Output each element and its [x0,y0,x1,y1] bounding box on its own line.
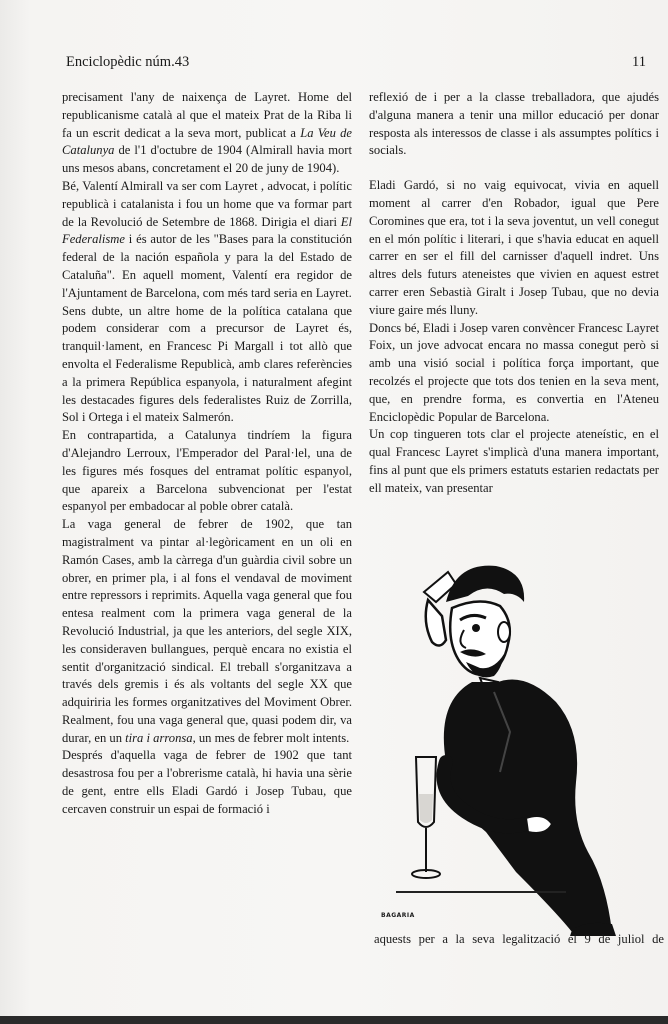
paragraph: Bé, Valentí Almirall va ser com Layret , advocat, i polític republicà i catalanista i fou un home que va formar part de la Revolució de Setembre de 1868. Dirigia el diari El Federalisme i és autor de les "Bases para la constitución federal de la nación española y para la del Estado de Cataluña". En aquell moment, Valentí era regidor de l'Ajuntament de Barcelona, com més tard seria en Layret. [62,178,352,300]
paragraph: reflexió de i per a la classe treballadora, que ajudés d'alguna manera a tenir una millor educació per donar resposta als interessos de classe i als assumptes polítics i socials. [369,90,659,158]
scan-edge [0,1016,668,1024]
page-header [66,54,646,76]
continuation-line: aquests per a la seva legalització el 9 de juliol de [374,932,664,946]
paragraph: En contrapartida, a Catalunya tindríem la figura d'Alejandro Lerroux, l'Emperador del Paral·lel, una de les figures més fosques del entramat polític espanyol, que apareix a Barcelona subvencionat per l'estat espanyol per embadocar al poble obrer català. [62,428,352,514]
paragraph: La vaga general de febrer de 1902, que tan magistralment va pintar al·legòricament en un oli en Ramón Cases, amb la càrrega d'un guàrdia civil sobre un obrer, en primer pla, i al fons el vendaval de moviment entre repressors i reprimits. Aquella vaga general que fou entesa realment com la primera vaga general de la Revolució Industrial, ja que les anteriors, del segle XIX, les consideraven bullangues, perquè encara no existia el sentit d'organització sindical. El treball s'organitzava a través dels gremis i és als voltants del segle XX que adquiriria les formes organitzatives del Moviment Obrer. Realment, fou una vaga general que, quasi podem dir, va durar, en un tira i arronsa, un mes de febrer molt intents. [62,517,352,745]
paragraph: Eladi Gardó, si no vaig equivocat, vivia en aquell moment al carrer d'en Robador, igual que Pere Coromines que era, tot i la seva joventut, un vell conegut en el món polític i literari, i que s'havia educat en aquell carrer en ser el fill del carnisser d'aquell indret. Uns altres dels futurs ateneistes que vivien en aquest estret carrer eren Sebastià Giralt i Josep Tubau, que no devia viure gaire més lluny. [369,178,659,317]
publication-title: Enciclopèdic núm.43 [66,54,190,70]
paragraph: Sens dubte, un altre home de la política catalana que podem considerar com a precursor de Layret és, tranquil·lament, en Francesc Pi Margall i tot allò que envolta el Federalisme Republicà, amb clares referències a la primera República espanyola, i naturalment afegint les destacades figures dels federalistes Ruiz de Zorrilla, Sol i Ortega i el mateix Salmerón. [62,303,352,425]
right-column [369,89,659,498]
left-column [62,89,352,819]
paragraph: precisament l'any de naixença de Layret. Home del republicanisme català al que el mateix Prat de la Riba li fa un escrit dedicat a la seva mort, publicat a La Veu de Catalunya de l'1 d'octubre de 1904 (Almirall havia mort uns mesos abans, concretament el 20 de juny de 1904). [62,90,352,176]
illustration-signature: BAGARIA [381,912,415,919]
caricature-illustration [376,532,646,942]
paragraph: Després d'aquella vaga de febrer de 1902 que tant desastrosa fou per a l'obrerisme català, hi havia una sèrie de gent, entre ells Eladi Gardó i Josep Tubau, que cercaven construir un espai de formació i [62,748,352,816]
page-number: 11 [632,54,646,70]
paragraph: Doncs bé, Eladi i Josep varen convèncer Francesc Layret Foix, un jove advocat encara no massa conegut però si amb una visió social i política força important, que recolzés el projecte que tots dos tenien en la seva ment, que, en prendre forma, es convertia en l'Ateneu Enciclopèdic Popular de Barcelona. [369,320,659,424]
paragraph: Un cop tingueren tots clar el projecte ateneístic, en el qual Francesc Layret s'implicà d'una manera important, fins al punt que els primers estatuts estarien redactats per ell mateix, van presentar [369,427,659,495]
